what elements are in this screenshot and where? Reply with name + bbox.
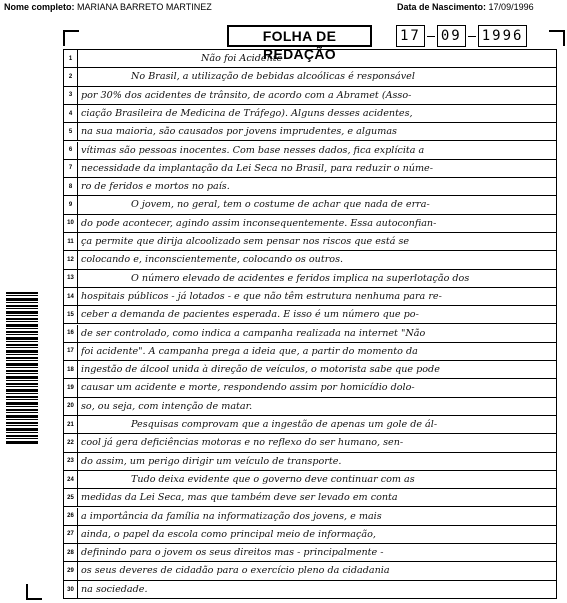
line-number: 23 bbox=[64, 453, 78, 470]
line-number: 5 bbox=[64, 123, 78, 140]
handwritten-text: na sociedade. bbox=[81, 583, 148, 595]
line-number: 7 bbox=[64, 160, 78, 177]
handwritten-text: cool já gera deficiências motoras e no reflexo do ser humano, sen- bbox=[81, 437, 404, 449]
essay-line bbox=[64, 325, 556, 343]
handwritten-text: vítimas são pessoas inocentes. Com base nesses dados, fica explícita a bbox=[81, 144, 425, 156]
birth-date-label: Data de Nascimento: bbox=[397, 2, 487, 12]
line-number: 16 bbox=[64, 325, 78, 342]
essay-line bbox=[64, 196, 556, 214]
essay-line bbox=[64, 379, 556, 397]
full-name-label: Nome completo: bbox=[4, 2, 75, 12]
handwritten-text: a importância da família na informatização dos jovens, e mais bbox=[81, 510, 382, 522]
line-number: 28 bbox=[64, 544, 78, 561]
essay-line bbox=[64, 562, 556, 580]
line-number: 17 bbox=[64, 343, 78, 360]
essay-line bbox=[64, 68, 556, 86]
handwritten-text: No Brasil, a utilização de bebidas alcoólicas é responsável bbox=[131, 71, 415, 83]
line-number: 20 bbox=[64, 398, 78, 415]
handwritten-text: ceber a demanda de pacientes esperada. E isso é um número que po- bbox=[81, 309, 419, 321]
essay-line bbox=[64, 453, 556, 471]
line-number: 26 bbox=[64, 508, 78, 525]
essay-line bbox=[64, 434, 556, 452]
line-number: 24 bbox=[64, 471, 78, 488]
essay-line bbox=[64, 398, 556, 416]
essay-line bbox=[64, 544, 556, 562]
essay-line bbox=[64, 178, 556, 196]
essay-line bbox=[64, 215, 556, 233]
line-number: 27 bbox=[64, 526, 78, 543]
line-number: 8 bbox=[64, 178, 78, 195]
handwritten-text: colocando e, inconscientemente, colocando os outros. bbox=[81, 254, 344, 266]
essay-line bbox=[64, 50, 556, 68]
essay-line bbox=[64, 160, 556, 178]
handwritten-text: ciação Brasileira de Medicina de Tráfego). Alguns desses acidentes, bbox=[81, 107, 413, 119]
essay-line bbox=[64, 508, 556, 526]
handwritten-text: foi acidente". A campanha prega a ideia que, a partir do momento da bbox=[81, 345, 418, 357]
handwritten-text: por 30% dos acidentes de trânsito, de acordo com a Abramet (Asso- bbox=[81, 89, 412, 101]
date-separator bbox=[427, 36, 435, 37]
handwritten-text: Pesquisas comprovam que a ingestão de apenas um gole de ál- bbox=[131, 419, 438, 430]
essay-line bbox=[64, 233, 556, 251]
essay-line bbox=[64, 251, 556, 269]
line-number: 15 bbox=[64, 306, 78, 323]
essay-line bbox=[64, 142, 556, 160]
essay-line bbox=[64, 489, 556, 507]
handwritten-text: do pode acontecer, agindo assim inconsequentemente. Essa autoconfian- bbox=[81, 217, 437, 229]
handwritten-text: medidas da Lei Seca, mas que também deve ser levado em conta bbox=[81, 492, 398, 504]
handwritten-text: de ser controlado, como indica a campanha realizada na internet "Não bbox=[81, 327, 426, 339]
line-number: 2 bbox=[64, 68, 78, 85]
birth-date-field bbox=[397, 2, 534, 12]
line-number: 6 bbox=[64, 142, 78, 159]
handwritten-text: ça permite que dirija alcoolizado sem pensar nos riscos que está se bbox=[81, 236, 410, 247]
line-number: 9 bbox=[64, 196, 78, 213]
line-number: 19 bbox=[64, 379, 78, 396]
handwritten-text: O jovem, no geral, tem o costume de achar que nada de erra- bbox=[131, 199, 430, 211]
registration-mark-top-left bbox=[63, 30, 79, 46]
handwritten-text: ro de feridos e mortos no país. bbox=[81, 181, 230, 193]
form-title: FOLHA DE REDAÇÃO bbox=[227, 25, 372, 47]
handwritten-text: O número elevado de acidentes e feridos implica na superlotação dos bbox=[131, 272, 470, 284]
line-number: 18 bbox=[64, 361, 78, 378]
birth-date-value: 17/09/1996 bbox=[488, 2, 534, 12]
handwritten-text: os seus deveres de cidadão para o exercício pleno da cidadania bbox=[81, 565, 390, 577]
essay-line bbox=[64, 581, 556, 599]
essay-line bbox=[64, 123, 556, 141]
line-number: 21 bbox=[64, 416, 78, 433]
full-name-value: MARIANA BARRETO MARTINEZ bbox=[77, 2, 212, 12]
essay-line bbox=[64, 471, 556, 489]
essay-line bbox=[64, 306, 556, 324]
line-number: 12 bbox=[64, 251, 78, 268]
line-number: 30 bbox=[64, 581, 78, 599]
essay-sheet bbox=[63, 49, 557, 599]
handwritten-text: hospitais públicos - já lotados - e que não têm estrutura nenhuma para re- bbox=[81, 290, 442, 302]
handwritten-text: ainda, o papel da escola como principal meio de informação, bbox=[81, 528, 376, 540]
line-number: 4 bbox=[64, 105, 78, 122]
essay-line bbox=[64, 270, 556, 288]
handwritten-text: causar um acidente e morte, respondendo assim por homicídio dolo- bbox=[81, 382, 415, 394]
registration-mark-bottom-left bbox=[26, 584, 42, 600]
line-number: 13 bbox=[64, 270, 78, 287]
date-day-box: 17 bbox=[396, 25, 425, 47]
line-number: 14 bbox=[64, 288, 78, 305]
line-number: 11 bbox=[64, 233, 78, 250]
essay-line bbox=[64, 416, 556, 434]
essay-line bbox=[64, 105, 556, 123]
essay-line bbox=[64, 288, 556, 306]
handwritten-text: so, ou seja, com intenção de matar. bbox=[81, 400, 253, 412]
handwritten-text: definindo para o jovem os seus direitos mas - principalmente - bbox=[81, 547, 384, 559]
date-boxes bbox=[396, 25, 527, 47]
registration-mark-top-right bbox=[549, 30, 565, 46]
line-number: 10 bbox=[64, 215, 78, 232]
essay-line bbox=[64, 526, 556, 544]
handwritten-text: Tudo deixa evidente que o governo deve continuar com as bbox=[131, 473, 415, 485]
full-name-field bbox=[4, 2, 212, 12]
date-month-box: 09 bbox=[437, 25, 466, 47]
essay-line bbox=[64, 361, 556, 379]
line-number: 22 bbox=[64, 434, 78, 451]
line-number: 3 bbox=[64, 87, 78, 104]
date-year-box: 1996 bbox=[478, 25, 528, 47]
handwritten-text: Não foi Acidente bbox=[201, 53, 283, 64]
date-separator bbox=[468, 36, 476, 37]
barcode bbox=[6, 292, 38, 445]
line-number: 29 bbox=[64, 562, 78, 579]
essay-line bbox=[64, 87, 556, 105]
handwritten-text: ingestão de álcool unida à direção de veículos, o motorista sabe que pode bbox=[81, 364, 440, 376]
handwritten-text: do assim, um perigo dirigir um veículo de transporte. bbox=[81, 455, 342, 467]
line-number: 25 bbox=[64, 489, 78, 506]
handwritten-text: necessidade da implantação da Lei Seca no Brasil, para reduzir o núme- bbox=[81, 162, 433, 174]
handwritten-text: na sua maioria, são causados por jovens imprudentes, e algumas bbox=[81, 126, 397, 138]
essay-line bbox=[64, 343, 556, 361]
line-number: 1 bbox=[64, 50, 78, 67]
